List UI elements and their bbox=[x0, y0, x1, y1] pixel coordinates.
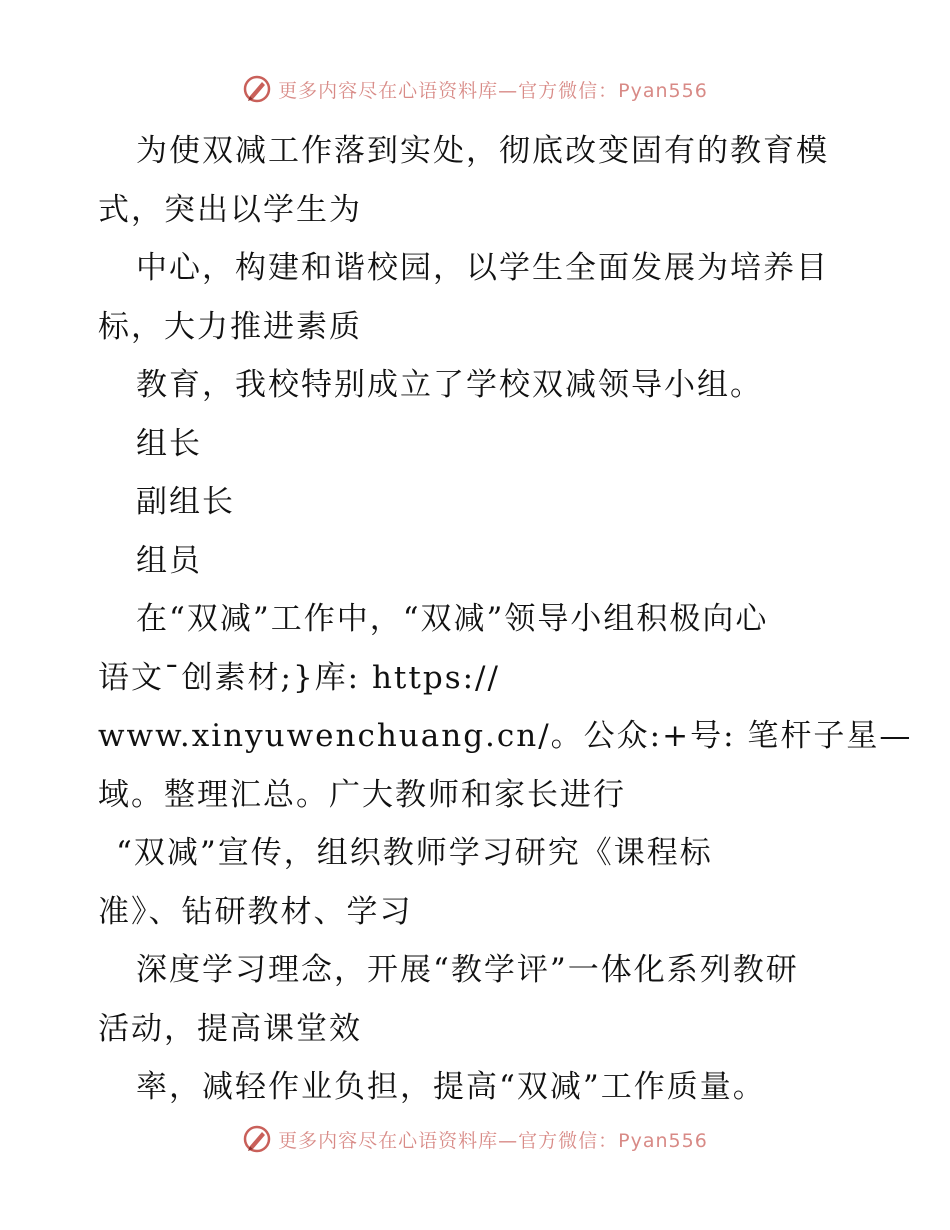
paragraph-line: 中心，构建和谐校园，以学生全面发展为培养目 bbox=[136, 250, 829, 286]
paragraph-line: www.xinyuwenchuang.cn/。公众:+号: 笔杆子星— bbox=[98, 718, 913, 754]
header-banner bbox=[0, 72, 950, 106]
paragraph-line: “双减”宣传，组织教师学习研究《课程标 bbox=[116, 835, 713, 871]
pen-seal-logo-icon bbox=[242, 1124, 272, 1154]
pen-seal-logo-icon bbox=[242, 74, 272, 104]
paragraph-line: 为使双减工作落到实处，彻底改变固有的教育模 bbox=[136, 133, 829, 169]
role-deputy-leader: 副组长 bbox=[136, 484, 235, 520]
paragraph-line: 式，突出以学生为 bbox=[98, 191, 362, 228]
header-banner-text: 更多内容尽在心语资料库—官方微信：Pyan556 bbox=[278, 79, 708, 102]
footer-banner bbox=[0, 1122, 950, 1156]
paragraph-line: 准》、钻研教材、学习 bbox=[98, 893, 413, 930]
paragraph-line: 域。整理汇总。广大教师和家长进行 bbox=[98, 776, 626, 813]
paragraph-line: 标，大力推进素质 bbox=[98, 308, 362, 345]
paragraph-line: 教育，我校特别成立了学校双减领导小组。 bbox=[136, 367, 763, 403]
paragraph-line: 深度学习理念，开展“教学评”一体化系列教研 bbox=[136, 952, 799, 988]
paragraph-line: 语文¯创素材;}库: https:// bbox=[98, 659, 500, 696]
footer-banner-text: 更多内容尽在心语资料库—官方微信：Pyan556 bbox=[278, 1129, 708, 1152]
paragraph-line: 在“双减”工作中，“双减”领导小组积极向心 bbox=[136, 601, 769, 637]
role-member: 组员 bbox=[136, 542, 202, 579]
document-body bbox=[98, 122, 913, 1117]
paragraph-line: 活动，提高课堂效 bbox=[98, 1010, 362, 1047]
role-leader: 组长 bbox=[136, 425, 202, 462]
paragraph-line: 率，减轻作业负担，提高“双减”工作质量。 bbox=[136, 1069, 766, 1105]
